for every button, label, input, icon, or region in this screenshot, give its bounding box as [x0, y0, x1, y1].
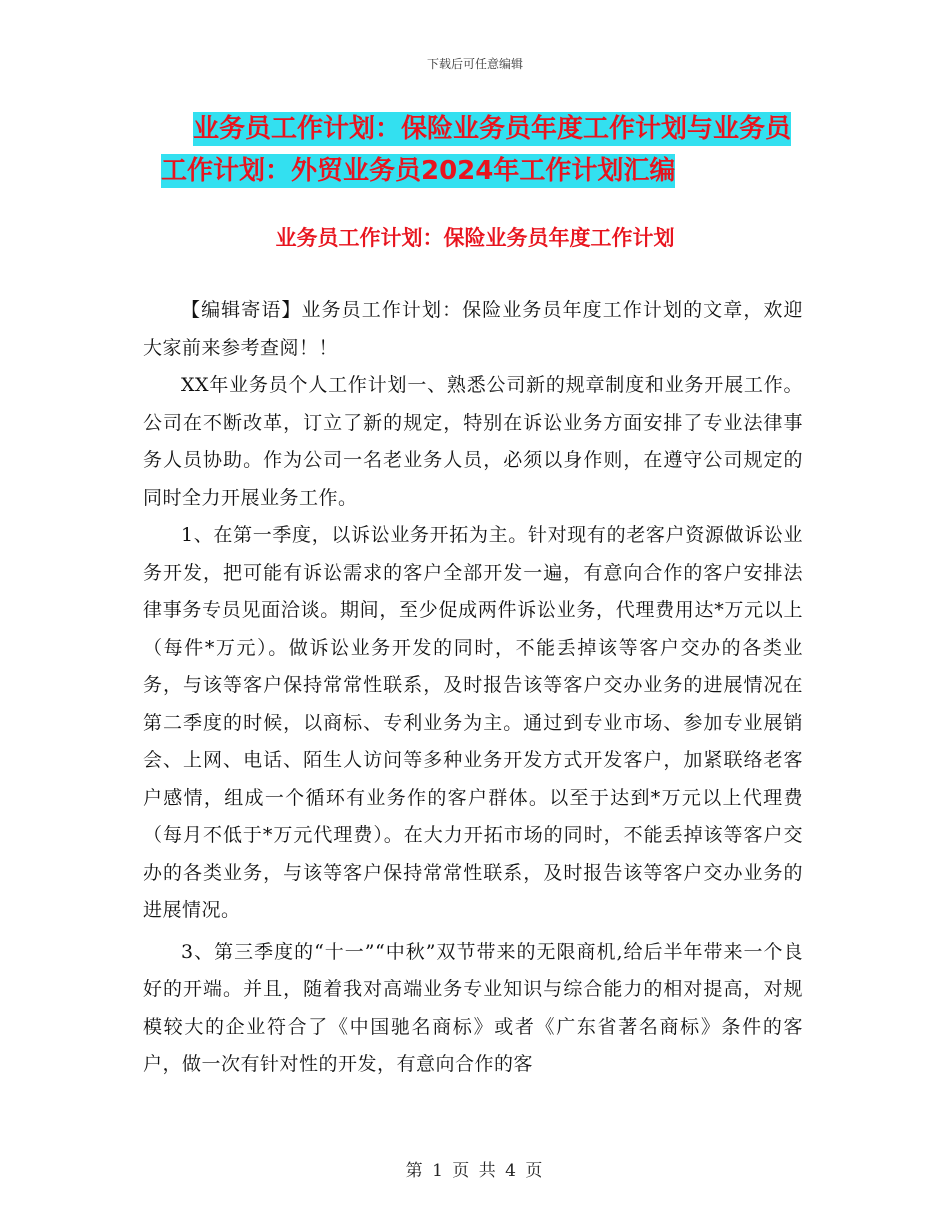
- document-title: [150, 108, 830, 192]
- title-highlight-1: 业务员工作计划：保险业务员年度工作计划与业务员: [193, 114, 792, 144]
- paragraph-editor-note: 【编辑寄语】业务员工作计划：保险业务员年度工作计划的文章，欢迎大家前来参考查阅！！: [143, 299, 803, 359]
- document-title-line-1: [150, 108, 830, 150]
- paragraph-intro: XX年业务员个人工作计划一、熟悉公司新的规章制度和业务开展工作。公司在不断改革，订立了新的规定，特别在诉讼业务方面安排了专业法律事务人员协助。作为公司一名老业务人员，必须以身作则，在遵守公司规定的同时全力开展业务工作。: [143, 374, 803, 509]
- paragraph-quarter-1: 1、在第一季度，以诉讼业务开拓为主。针对现有的老客户资源做诉讼业务开发，把可能有诉讼需求的客户全部开发一遍，有意向合作的客户安排法律事务专员见面洽谈。期间，至少促成两件诉讼业务，代理费用达*万元以上（每件*万元）。做诉讼业务开发的同时，不能丢掉该等客户交办的各类业务，与该等客户保持常常性联系，及时报告该等客户交办业务的进展情况在第二季度的时候，以商标、专利业务为主。通过到专业市场、参加专业展销会、上网、电话、陌生人访问等多种业务开发方式开发客户，加紧联络老客户感情，组成一个循环有业务作的客户群体。以至于达到*万元以上代理费（每月不低于*万元代理费）。在大力开拓市场的同时，不能丢掉该等客户交办的各类业务，与该等客户保持常常性联系，及时报告该等客户交办业务的进展情况。: [143, 524, 803, 921]
- document-body: [143, 292, 803, 1084]
- page-header-note: 下载后可任意编辑: [426, 57, 523, 71]
- section-title: 业务员工作计划：保险业务员年度工作计划: [275, 226, 675, 250]
- title-highlight-2: 工作计划：外贸业务员2024年工作计划汇编: [161, 156, 676, 186]
- document-title-line-2: [150, 150, 830, 192]
- paragraph-quarter-3: 3、第三季度的“十一”“中秋”双节带来的无限商机,给后半年带来一个良好的开端。并且，随着我对高端业务专业知识与综合能力的相对提高，对规模较大的企业符合了《中国驰名商标》或者《广东省著名商标》条件的客户，做一次有针对性的开发，有意向合作的客: [143, 940, 803, 1075]
- page-number: 第 1 页 共 4 页: [405, 1161, 545, 1181]
